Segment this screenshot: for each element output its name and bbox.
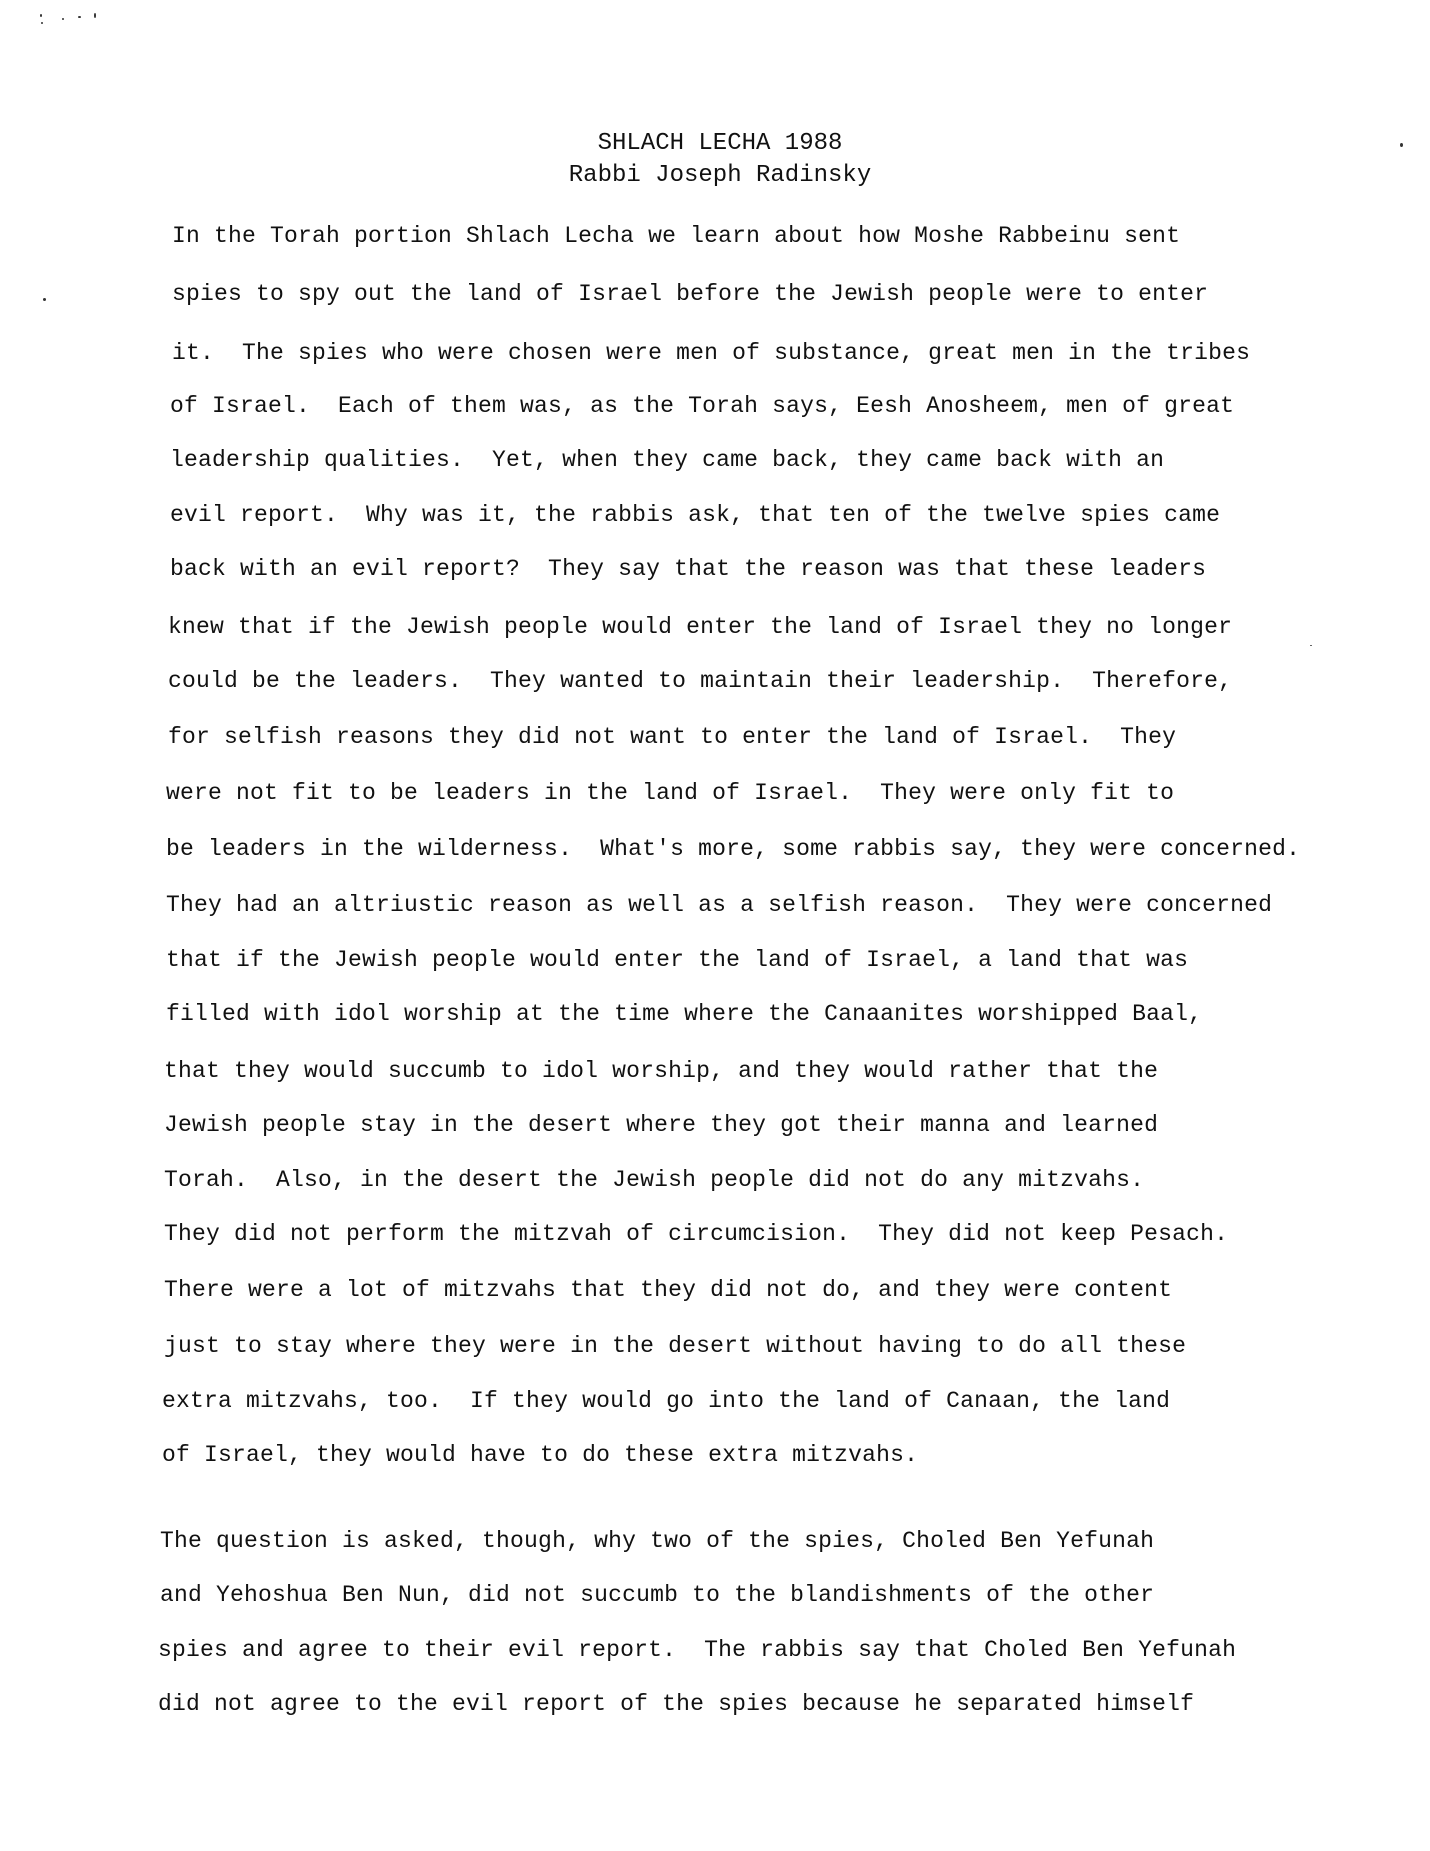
document-author: Rabbi Joseph Radinsky — [568, 162, 872, 189]
text-line: evil report. Why was it, the rabbis ask, that ten of the twelve spies came — [170, 502, 1221, 528]
document-header — [0, 128, 1430, 192]
text-line: and Yehoshua Ben Nun, did not succumb to the blandishments of the other — [160, 1582, 1155, 1608]
text-line: In the Torah portion Shlach Lecha we learn about how Moshe Rabbeinu sent — [172, 223, 1181, 249]
scan-speck — [94, 13, 96, 18]
scan-speck — [43, 298, 46, 301]
text-line: of Israel. Each of them was, as the Torah says, Eesh Anosheem, men of great — [170, 393, 1235, 419]
text-line: filled with idol worship at the time where the Canaanites worshipped Baal, — [166, 1001, 1203, 1027]
text-line: extra mitzvahs, too. If they would go into the land of Canaan, the land — [162, 1388, 1171, 1414]
text-line: just to stay where they were in the desert without having to do all these — [164, 1333, 1187, 1359]
text-line: could be the leaders. They wanted to maintain their leadership. Therefore, — [168, 668, 1233, 694]
text-line: be leaders in the wilderness. What's more, some rabbis say, they were concerned. — [166, 836, 1301, 862]
scan-speck — [40, 14, 42, 17]
scan-speck — [1400, 143, 1403, 147]
text-line: spies and agree to their evil report. The rabbis say that Choled Ben Yefunah — [158, 1637, 1237, 1663]
document-title: SHLACH LECHA 1988 — [597, 130, 843, 157]
text-line: Jewish people stay in the desert where they got their manna and learned — [164, 1112, 1159, 1138]
scan-speck — [1310, 645, 1312, 646]
text-line: Torah. Also, in the desert the Jewish people did not do any mitzvahs. — [164, 1167, 1145, 1193]
text-line: that they would succumb to idol worship, and they would rather that the — [164, 1058, 1159, 1084]
text-line: for selfish reasons they did not want to enter the land of Israel. They — [168, 724, 1177, 750]
text-line: There were a lot of mitzvahs that they did not do, and they were content — [164, 1277, 1173, 1303]
text-line: knew that if the Jewish people would enter the land of Israel they no longer — [168, 614, 1233, 640]
text-line: were not fit to be leaders in the land of Israel. They were only fit to — [166, 780, 1175, 806]
text-line: did not agree to the evil report of the spies because he separated himself — [158, 1691, 1195, 1717]
scan-speck — [41, 22, 43, 24]
text-line: The question is asked, though, why two of the spies, Choled Ben Yefunah — [160, 1528, 1155, 1554]
text-line: that if the Jewish people would enter the land of Israel, a land that was — [166, 947, 1189, 973]
text-line: spies to spy out the land of Israel before the Jewish people were to enter — [172, 281, 1209, 307]
text-line: of Israel, they would have to do these extra mitzvahs. — [162, 1442, 919, 1468]
text-line: They had an altriustic reason as well as a selfish reason. They were concerned — [166, 892, 1273, 918]
text-line: They did not perform the mitzvah of circumcision. They did not keep Pesach. — [164, 1221, 1229, 1247]
scan-speck — [78, 16, 81, 18]
text-line: it. The spies who were chosen were men of substance, great men in the tribes — [172, 340, 1251, 366]
scan-speck — [62, 18, 64, 20]
text-line: leadership qualities. Yet, when they came back, they came back with an — [170, 447, 1165, 473]
text-line: back with an evil report? They say that the reason was that these leaders — [170, 556, 1207, 582]
